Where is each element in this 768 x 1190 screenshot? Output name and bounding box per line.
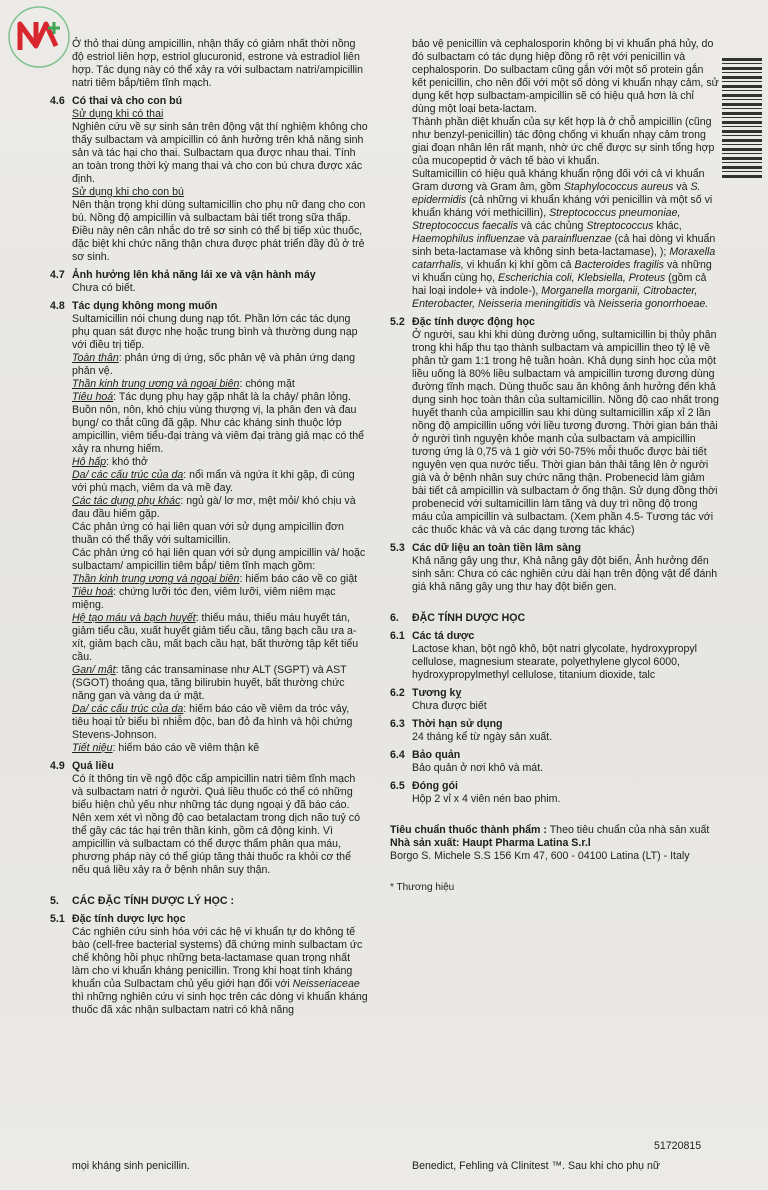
section-6-2-heading: 6.2 Tương kỵ [390, 687, 462, 699]
shelf-life-text: 24 tháng kể từ ngày sản xuất. [412, 731, 553, 743]
section-4-9-heading: 4.9 Quá liều [50, 760, 114, 772]
section-6-heading: 6. ĐẶC TÍNH DƯỢC HỌC [390, 612, 526, 624]
pharmacodynamics-text: Các nghiên cứu sinh hóa với các hệ vi khuẩn tự do không tế bào (cell-free bacterial systems) đã chứng minh sulbactam ức chế không hồi phục những beta-lactamase quan trọng nhất làm cho vi khuẩn kháng penicillin. Trong khi hoạt tính kháng khuẩn của Sulbactam chủ yếu giới hạn đối với Neisseriaceae thì những nghiên cứu vi sinh học trên các dòng vi khuẩn kháng thuốc đã xác nhận sulbactam natri có khả năng [72, 926, 368, 1016]
subheading-pregnancy: Sử dụng khi có thai [72, 108, 164, 120]
manufacturer-name: Nhà sản xuất: Haupt Pharma Latina S.r.l [390, 837, 591, 849]
standard-text: Tiêu chuẩn thuốc thành phẩm : Theo tiêu chuẩn của nhà sản xuất [390, 824, 710, 836]
excipients-text: Lactose khan, bột ngô khô, bột natri glycolate, hydroxypropyl cellulose, magnesium stearate, polyethylene glycol 6000, hydroxypropylmethyl cellulose, titanium dioxide, talc [412, 643, 698, 681]
sulbactam-protection-text: bảo vệ penicillin và cephalosporin không bị vi khuẩn phá hủy, do đó sulbactam có tác dụng hiệp đồng rõ rệt với penicillin và cephalosporin. Do sulbactam cũng gắn với một số protein gắn kết penicillin, cho nên đối với một số dòng vi khuẩn nhạy cảm, sử dụng kết hợp sulbactam-ampicillin sẽ có hiệu quả hơn là chỉ dùng một loại beta-lactam. [412, 38, 719, 115]
section-4-7-heading: 4.7 Ảnh hưởng lên khả năng lái xe và vận hành máy [50, 269, 316, 281]
packaging-text: Hộp 2 vỉ x 4 viên nén bao phim. [412, 793, 561, 805]
bactericidal-text: Thành phần diệt khuẩn của sự kết hợp là ở chỗ ampicillin (cũng như benzyl-penicillin) tác động chống vi khuẩn nhạy cảm trong giai đoạn nhân lên rất mạnh, nhờ ức chế được sự sinh tổng hợp của mucopeptid ở vách tế bào vi khuẩn. [412, 116, 715, 167]
storage-text: Bảo quản ở nơi khô và mát. [412, 762, 544, 774]
section-5-1-heading: 5.1 Đặc tính dược lực học [50, 913, 186, 925]
footer-right-text: Benedict, Fehling và Clinitest ™. Sau khi cho phụ nữ [412, 1160, 660, 1172]
intro-text: Ở thỏ thai dùng ampicillin, nhận thấy có giảm nhất thời nồng độ estriol liên hợp, estriol glucuronid, estrone và estradiol liên hợp. Tác dụng này có thể xảy ra với sulbactam natri/ampicillin natri tiêm bắp/tiêm tĩnh mạch. [72, 38, 364, 89]
trademark-note: * Thương hiệu [390, 882, 455, 893]
footer-left-text: mọi kháng sinh penicillin. [72, 1160, 190, 1172]
lactation-text: Nên thận trọng khi dùng sultamicillin cho phụ nữ đang cho con bú. Nồng độ ampicillin và sulbactam bài tiết trong sữa thấp. Điều này nên cân nhắc do trẻ sơ sinh có thể bị tiếp xúc thuốc, đặc biệt khi chức năng thận chưa được phát triển đầy đủ ở trẻ sơ sinh. [72, 199, 366, 263]
section-6-3-heading: 6.3 Thời hạn sử dụng [390, 718, 503, 730]
section-6-4-heading: 6.4 Bảo quản [390, 749, 461, 761]
subheading-lactation: Sử dụng khi cho con bú [72, 186, 184, 198]
section-4-6-heading: 4.6 Có thai và cho con bú [50, 95, 183, 107]
incompatibilities-text: Chưa được biết [412, 700, 487, 712]
spectrum-text: Sultamicillin có hiệu quả kháng khuẩn rộng đối với cả vi khuẩn Gram dương và Gram âm, gồm Staphylococcus aureus và S. epidermidis (cả những vi khuẩn kháng với penicillin và một số vi khuẩn kháng với methicillin), Streptococcus pneumoniae, Streptococcus faecalis và các chủng Streptococcus khác, Haemophilus influenzae và parainfluenzae (cả hai dòng vi khuẩn sinh beta-lactamase và không sinh beta-lactamase), ); Moraxella catarrhalis, vi khuẩn kị khí gồm cả Bacteroides fragilis và những vi khuẩn cùng họ, Escherichia coli, Klebsiella, Proteus (gồm cả hai loại indole+ và indole-), Morganella morganii, Citrobacter, Enterobacter, Neisseria meningitidis và Neisseria gonorrhoeae. [412, 168, 716, 310]
pharmacokinetics-text: Ở người, sau khi khi dùng đường uống, sultamicillin bị thủy phân trong khi hấp thu tạo thành sulbactam và ampicillin theo tỷ lệ về phân tử gam 1:1 trong hệ tuần hoàn. Khả dụng sinh học của một liều uống là 80% liều sulbactam và ampicillin tương đương dùng đường tĩnh mạch. Dùng thuốc sau ăn không ảnh hưởng đến khả dụng sinh học toàn thân của sultamicillin. Nồng độ cao nhất trong huyết thanh của ampicillin sau khi dùng sultamicillin xấp xỉ 2 lần nồng độ ampicillin uống với liều tương đương. Thời gian bán thải ở người tình nguyện khỏe mạnh của sulbactam và ampicillin tương ứng là 0,75 và 1 giờ với 50-75% mỗi thuốc được bài tiết nguyên vẹn qua nước tiểu. Thời gian bán thải tăng lên ở người già và ở bệnh nhân suy chức năng thận. Probenecid làm giảm bài tiết cả ampicillin và sulbactam ở ống thận. Sử dụng đồng thời probenecid với sultamicillin làm tăng và duy trì nồng độ trong máu của ampicillin và sulbactam. (Xem phần 4.5- Tương tác với các thuốc khác và và các dạng tương tác khác) [412, 329, 719, 536]
section-5-2-heading: 5.2 Đặc tính dược động học [390, 316, 535, 328]
driving-text: Chưa có biết. [72, 282, 136, 294]
preclinical-text: Khả năng gây ung thư, Khả năng gây đột biến, Ảnh hưởng đến sinh sản: Chưa có các nghiên cứu dài hạn trên động vật để đánh giá khả năng gây ung thư hay đột biến gen. [412, 555, 718, 593]
overdose-text: Có ít thông tin về ngộ độc cấp ampicillin natri tiêm tĩnh mạch và sulbactam natri ở người. Quá liều thuốc có thể có những biểu hiện chủ yếu như những tác dụng ngoại ý đã báo cáo. Nên xem xét vì nồng độ cao betalactam trong dịch não tuỷ có thể gây các tác hại trên thần kinh, gồm cả động kinh. Vì ampicillin và sulbactam có thể được thẩm phân qua máu, phương pháp này có thể giúp tăng thải thuốc ra khỏi cơ thể nếu quá liều xảy ra ở bệnh nhân suy thận. [72, 773, 360, 876]
section-6-1-heading: 6.1 Các tá dược [390, 630, 475, 642]
left-column [50, 38, 368, 1017]
adverse-effects: Sultamicillin nói chung dung nạp tốt. Phần lớn các tác dụng phụ quan sát được nhẹ hoặc trung bình và thường dung nạp với điều trị tiếp. Toàn thân: phản ứng dị ứng, sốc phản vệ và phản ứng dạng phản vệ. Thần kinh trung ương và ngoại biên: chóng mặt Tiêu hoá: Tác dụng phụ hay gặp nhất là la chảy/ phân lỏng. Buồn nôn, nôn, khó chịu vùng thượng vị, la phân đen và đau bụng/ co thắt cũng đã gặp. Như các kháng sinh thuộc lớp ampicillin, viêm tiểu-đại tràng và viêm đại tràng giả mạc có thể xảy ra nhưng hiếm. Hô hấp: khó thở Da/ các cấu trúc của da: nổi mẩn và ngứa ít khi gặp, đi cùng với phù mạch, viêm da và mề đay. Các tác dụng phụ khác: ngủ gà/ lơ mơ, mệt mỏi/ khó chịu và đau đầu hiếm gặp. Các phản ứng có hại liên quan với sử dụng ampicillin đơn thuần có thể thấy với sultamicillin. Các phản ứng có hại liên quan với sử dụng ampicillin và/ hoặc sulbactam/ ampicillin tiêm bắp/ tiêm tĩnh mạch gồm: Thần kinh trung ương và ngoại biên: hiếm báo cáo về co giật Tiêu hoá: chứng lưỡi tóc đen, viêm lưỡi, viêm niêm mạc miệng. Hệ tạo máu và bạch huyết: thiếu máu, thiếu máu huyết tán, giảm tiểu cầu, xuất huyết giảm tiểu cầu, tăng bạch cầu ưa a-xít, giảm bạch cầu, mất bạch cầu hạt, bất thường tập kết tiểu cầu. Gan/ mật: tăng các transaminase như ALT (SGPT) và AST (SGOT) thoáng qua, tăng bilirubin huyết, bất thường chức năng gan và vàng da ứ mật. Da/ các cấu trúc của da: hiếm báo cáo về viêm da tróc vảy, tiêu hoại tử biểu bì nhiễm độc, ban đỏ đa hình và hội chứng Stevens-Johnson. Tiết niệu: hiếm báo cáo về viêm thận kẽ [72, 313, 366, 754]
manufacturer-address: Borgo S. Michele S.S 156 Km 47, 600 - 04100 Latina (LT) - Italy [390, 850, 690, 862]
barcode [722, 58, 762, 178]
pregnancy-text: Nghiên cứu về sự sinh sản trên động vật thí nghiệm không cho thấy sulbactam và ampicillin có ảnh hưởng trên khả năng sinh sản và tác hại cho thai. Sulbactam qua được nhau thai. Tính an toàn trong thời kỳ mang thai và cho con bú chưa được xác định. [72, 121, 368, 185]
document-code: 51720815 [654, 1140, 702, 1152]
section-4-8-heading: 4.8 Tác dụng không mong muốn [50, 300, 218, 312]
section-5-3-heading: 5.3 Các dữ liệu an toàn tiền lâm sàng [390, 542, 581, 554]
section-6-5-heading: 6.5 Đóng gói [390, 780, 458, 792]
section-5-heading: 5. CÁC ĐẶC TÍNH DƯỢC LÝ HỌC : [50, 895, 235, 907]
right-column [390, 38, 720, 894]
